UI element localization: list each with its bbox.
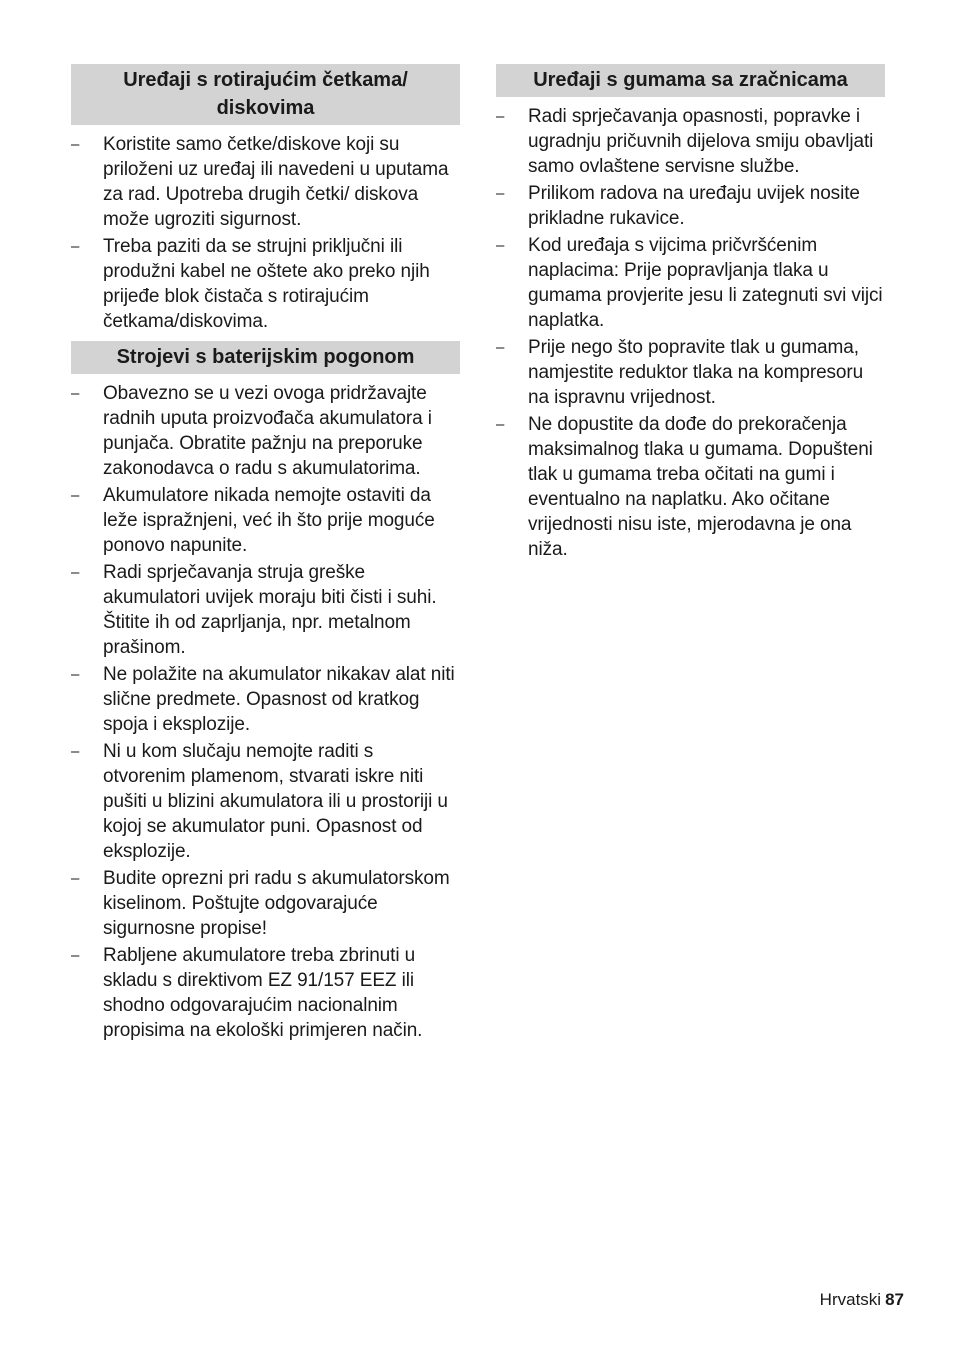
list-item: [71, 662, 460, 737]
rotating-brushes-list: [71, 132, 460, 334]
dash-bullet: –: [496, 237, 505, 254]
list-item: [71, 483, 460, 558]
list-item-text: Akumulatore nikada nemojte ostaviti da leže ispražnjeni, već ih što prije moguće ponovo napunite.: [103, 485, 435, 556]
list-item-text: Treba paziti da se strujni priključni ili produžni kabel ne oštete ako preko njih prijeđe blok čistača s rotirajućim četkama/diskovima.: [103, 236, 430, 332]
list-item-text: Koristite samo četke/diskove koji su priloženi uz uređaj ili navedeni u uputama za rad. Upotreba drugih četki/ diskova može ugroziti sigurnost.: [103, 134, 449, 230]
section-heading-battery-machines: Strojevi s baterijskim pogonom: [71, 341, 460, 374]
page-number: 87: [885, 1290, 904, 1309]
battery-machines-list: [71, 381, 460, 1043]
pneumatic-tyres-list: [496, 104, 885, 562]
list-item-text: Prije nego što popravite tlak u gumama, namjestite reduktor tlaka na kompresoru na ispravnu vrijednost.: [528, 337, 864, 408]
dash-bullet: –: [71, 385, 80, 402]
list-item: [71, 234, 460, 334]
list-item-text: Rabljene akumulatore treba zbrinuti u skladu s direktivom EZ 91/157 EEZ ili shodno odgovarajućim nacionalnim propisima na ekološki primjeren način.: [103, 945, 423, 1041]
list-item-text: Radi sprječavanja struja greške akumulatori uvijek moraju biti čisti i suhi. Štitite ih od zaprljanja, npr. metalnom prašinom.: [103, 562, 437, 658]
dash-bullet: –: [496, 339, 505, 356]
dash-bullet: –: [71, 743, 80, 760]
section-heading-rotating-brushes: Uređaji s rotirajućim četkama/ diskovima: [71, 64, 460, 125]
list-item-text: Budite oprezni pri radu s akumulatorskom kiselinom. Poštujte odgovarajuće sigurnosne propise!: [103, 868, 450, 939]
dash-bullet: –: [496, 416, 505, 433]
list-item: [496, 104, 885, 179]
list-item: [71, 866, 460, 941]
list-item-text: Obavezno se u vezi ovoga pridržavajte radnih uputa proizvođača akumulatora i punjača. Obratite pažnju na preporuke zakonodavca o radu s akumulatorima.: [103, 383, 432, 479]
dash-bullet: –: [71, 666, 80, 683]
list-item: [71, 943, 460, 1043]
dash-bullet: –: [71, 870, 80, 887]
right-column: [496, 64, 885, 564]
dash-bullet: –: [71, 136, 80, 153]
dash-bullet: –: [71, 238, 80, 255]
list-item-text: Prilikom radova na uređaju uvijek nosite prikladne rukavice.: [528, 183, 860, 229]
dash-bullet: –: [496, 108, 505, 125]
list-item-text: Ne polažite na akumulator nikakav alat niti slične predmete. Opasnost od kratkog spoja i eksplozije.: [103, 664, 455, 735]
list-item: [496, 233, 885, 333]
dash-bullet: –: [71, 564, 80, 581]
list-item-text: Ni u kom slučaju nemojte raditi s otvorenim plamenom, stvarati iskre niti pušiti u blizini akumulatora ili u prostoriji u kojoj se akumulator puni. Opasnost od eksplozije.: [103, 741, 448, 862]
list-item: [71, 739, 460, 864]
section-heading-pneumatic-tyres: Uređaji s gumama sa zračnicama: [496, 64, 885, 97]
list-item: [71, 381, 460, 481]
list-item: [496, 181, 885, 231]
dash-bullet: –: [71, 487, 80, 504]
footer-language: Hrvatski: [819, 1290, 882, 1309]
list-item-text: Radi sprječavanja opasnosti, popravke i ugradnju pričuvnih dijelova smiju obavljati samo ovlaštene servisne službe.: [528, 106, 874, 177]
list-item-text: Kod uređaja s vijcima pričvršćenim naplacima: Prije popravljanja tlaka u gumama provjerite jesu li zategnuti svi vijci naplatka.: [528, 235, 883, 331]
list-item: [71, 560, 460, 660]
page-footer: [820, 1289, 904, 1311]
list-item-text: Ne dopustite da dođe do prekoračenja maksimalnog tlaka u gumama. Dopušteni tlak u gumama treba očitati na gumi i eventualno na naplatku. Ako očitane vrijednosti nisu iste, mjerodavna je ona niža.: [528, 414, 873, 560]
left-column: [71, 64, 460, 1045]
dash-bullet: –: [496, 185, 505, 202]
dash-bullet: –: [71, 947, 80, 964]
list-item: [496, 335, 885, 410]
list-item: [496, 412, 885, 562]
list-item: [71, 132, 460, 232]
